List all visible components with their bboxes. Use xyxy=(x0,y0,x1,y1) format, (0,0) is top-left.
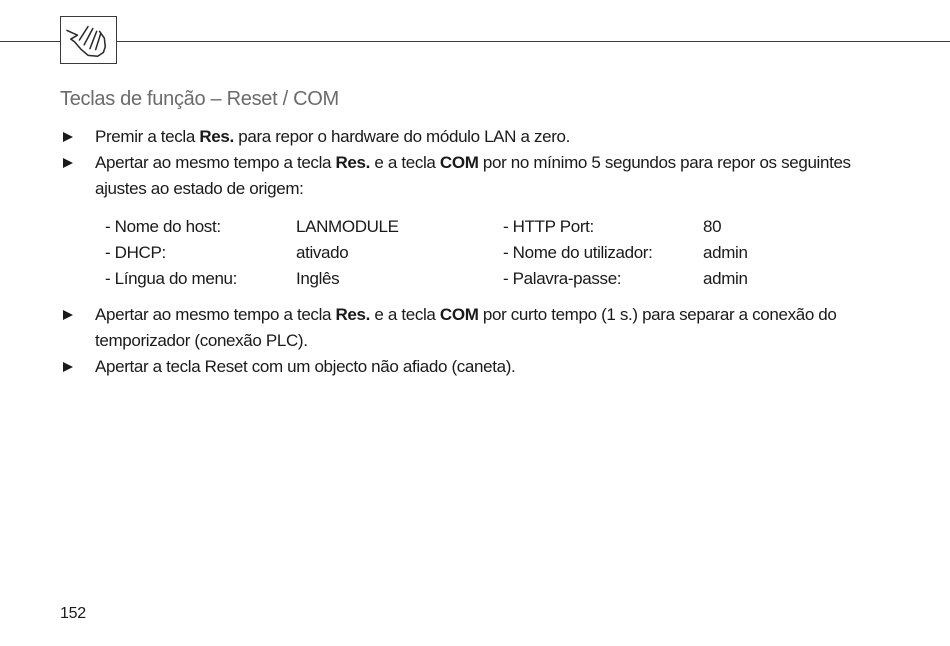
instruction-item xyxy=(60,354,900,380)
bullet-arrow-icon xyxy=(63,310,73,320)
instruction-item xyxy=(60,302,900,354)
instruction-segment: e a tecla xyxy=(370,153,440,172)
instruction-item xyxy=(60,124,900,150)
instruction-segment: Apertar a tecla Reset com um objecto não afiado (caneta). xyxy=(95,357,516,376)
key-name: Res. xyxy=(335,305,371,324)
bullet-arrow-icon xyxy=(63,158,73,168)
key-name: Res. xyxy=(199,127,234,146)
setting-label: - Língua do menu: xyxy=(105,269,238,288)
instruction-segment: para repor o hardware do módulo LAN a zero. xyxy=(233,127,570,146)
setting-label: - HTTP Port: xyxy=(503,217,594,236)
setting-label: - Palavra-passe: xyxy=(503,269,622,288)
settings-row xyxy=(105,214,900,240)
setting-label: - DHCP: xyxy=(105,243,166,262)
bullet-arrow-icon xyxy=(63,132,73,142)
setting-value: LANMODULE xyxy=(296,217,399,236)
setting-value: admin xyxy=(703,243,748,262)
instruction-segment: e a tecla xyxy=(370,305,440,324)
setting-label: - Nome do utilizador: xyxy=(503,243,653,262)
setting-value: admin xyxy=(703,269,748,288)
setting-value: Inglês xyxy=(296,269,340,288)
setting-label: - Nome do host: xyxy=(105,217,221,236)
instruction-item xyxy=(60,150,900,202)
instruction-text xyxy=(95,153,851,198)
page-number: 152 xyxy=(60,605,86,622)
instruction-segment: Premir a tecla xyxy=(95,127,200,146)
instruction-text xyxy=(95,127,570,146)
instruction-segment: Apertar ao mesmo tempo a tecla xyxy=(95,153,336,172)
instruction-segment: Apertar ao mesmo tempo a tecla xyxy=(95,305,336,324)
key-name: Res. xyxy=(335,153,371,172)
key-name: COM xyxy=(439,153,479,172)
setting-value: ativado xyxy=(296,243,349,262)
settings-row xyxy=(105,240,900,266)
instructions-content xyxy=(60,124,900,380)
header-rule xyxy=(0,41,950,42)
setting-value: 80 xyxy=(703,217,722,236)
section-title: Teclas de função – Reset / COM xyxy=(60,88,339,110)
hand-pressing-icon xyxy=(60,16,117,64)
settings-row xyxy=(105,266,900,292)
instruction-text xyxy=(95,357,515,376)
default-settings-table xyxy=(105,214,900,292)
instruction-text xyxy=(95,305,837,350)
instruction-segment: por no mínimo 5 segundos para repor os seguintes ajustes ao estado de origem: xyxy=(95,153,851,198)
key-name: COM xyxy=(439,305,479,324)
bullet-arrow-icon xyxy=(63,362,73,372)
instruction-segment: por curto tempo (1 s.) para separar a conexão do temporizador (conexão PLC). xyxy=(95,305,837,350)
